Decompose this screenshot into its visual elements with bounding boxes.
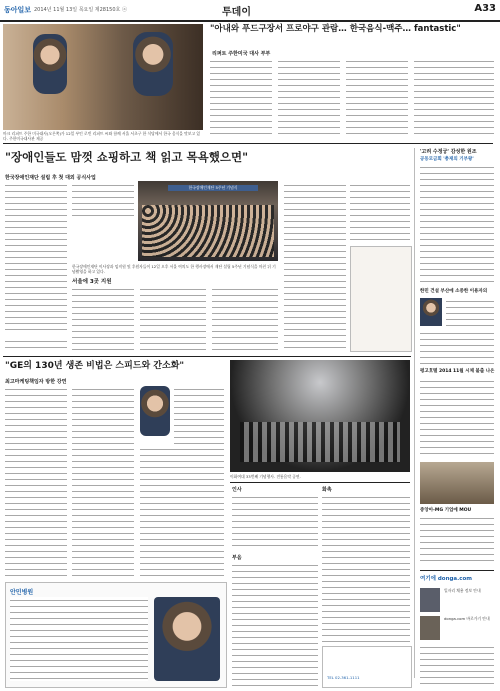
- divider: [3, 143, 493, 144]
- promo-photo: [420, 616, 440, 640]
- right-story-2-body: [420, 330, 494, 364]
- main-article-body: [140, 286, 206, 350]
- announcement-box: [322, 646, 412, 688]
- promo-text: donga.com 바로가기 안내: [444, 616, 490, 621]
- top-article-body: [278, 58, 340, 138]
- main-article-body: [72, 182, 134, 216]
- divider: [3, 356, 411, 357]
- ad-table: [10, 597, 148, 681]
- promo-photo: [420, 588, 440, 612]
- main-article-body: [350, 182, 410, 242]
- advertisement[interactable]: [5, 582, 227, 688]
- right-story-2-headline: 한민 건설 부산에 소중한 이용자의: [420, 289, 488, 294]
- main-article-kicker: 한국장애인재단 설립 후 첫 대외 공식사업: [5, 175, 96, 181]
- col-heading: 화촉: [322, 487, 332, 493]
- main-article-body: [284, 182, 346, 350]
- issue-date: 2014년 11월 13일 목요일 제28150호 ⓐ: [34, 7, 127, 13]
- person-photo: [33, 34, 67, 94]
- person-photo: [140, 386, 170, 436]
- right-story-1-subhead: 공동모금회 '총재의 기부왕': [420, 157, 474, 162]
- wedding-column-body: [322, 494, 410, 642]
- ad-label: 안민병원: [10, 589, 34, 596]
- main-article-caption: 한국장애인재단 이사장과 임직원 및 후원자들이 12일 오후 서울 여의도 한 행사장에서 재단 설립 5주년 기념식을 마친 뒤 기념촬영을 하고 있다.: [72, 264, 276, 274]
- top-article-body: [210, 58, 272, 138]
- reporter-box: [350, 246, 412, 352]
- top-article-body: [346, 58, 408, 138]
- right-story-4-body: [420, 515, 494, 565]
- crowd: [142, 205, 274, 257]
- main-article-body: [212, 286, 278, 350]
- people-column-body: [232, 494, 318, 550]
- right-story-4-photo: [420, 462, 494, 504]
- second-article-headline: "GE의 130년 생존 비법은 스피드와 간소화": [5, 361, 185, 371]
- ad-person-photo: [154, 597, 220, 681]
- donga-promo-box[interactable]: [420, 570, 494, 585]
- top-article-photo: [3, 24, 203, 130]
- main-article-body: [5, 338, 67, 352]
- right-story-3-body: [420, 378, 494, 458]
- second-article-body: [5, 386, 67, 576]
- person-photo: [133, 32, 173, 96]
- main-article-photo: [138, 181, 278, 261]
- right-story-1-body: [420, 164, 494, 282]
- col-heading: 인사: [232, 487, 242, 493]
- divider: [230, 482, 410, 483]
- main-photo-banner: 한국장애인재단 5주년 기념식: [168, 185, 258, 191]
- column-divider: [414, 148, 415, 678]
- promo-text: 일자리 채용 정보 안내: [444, 588, 481, 593]
- top-article-body: [414, 58, 494, 138]
- event-photo-caption: 이화여대 33번째 기념행사. 전통음악 공연.: [230, 474, 301, 479]
- page-header: [0, 0, 500, 22]
- top-article-caption: 마크 리퍼트 주한 미국대사(오른쪽)가 12일 부인 로빈 리퍼트 씨와 함께 서울 서초구 한 식당에서 한국 음식을 맛보고 있다. 주한미국대사관 제공: [3, 131, 201, 141]
- person-photo: [420, 298, 442, 326]
- promo-body: [420, 644, 494, 686]
- main-article-headline: "장애인들도 맘껏 쇼핑하고 책 읽고 목욕했으면": [5, 150, 249, 164]
- main-article-body: [5, 182, 67, 334]
- second-article-body: [174, 386, 224, 446]
- page-number: A33: [474, 3, 496, 14]
- right-story-1-headline: '고려 수정궁' 감성한 원조: [420, 149, 477, 155]
- main-article-body: [72, 286, 134, 350]
- contact-tel: TEL 02-361-1111: [327, 675, 360, 680]
- top-article-headline: "아내와 푸드구장서 프로야구 관람… 한국음식-맥주… fantastic": [210, 24, 461, 34]
- main-article-subhead: 서울에 3곳 지원: [72, 279, 112, 285]
- second-article-kicker: 최고마케팅책임자 방한 강연: [5, 379, 67, 385]
- right-story-3-headline: 평고호텔 2014 11월 시체 불출 나온: [420, 369, 495, 374]
- right-story-2-body: [446, 298, 494, 326]
- section-title: 투데이: [222, 7, 251, 18]
- obituary-column-body: [232, 562, 318, 686]
- right-story-4-headline: 중앙아-MG 기업에 MOU: [420, 508, 472, 513]
- performers: [240, 422, 400, 462]
- top-article-byline: 리퍼트 주한미국 대사 부부: [212, 51, 271, 57]
- col-heading: 부음: [232, 555, 242, 561]
- second-article-body: [140, 446, 224, 576]
- masthead-brand: 동아일보: [4, 6, 32, 14]
- event-photo: [230, 360, 410, 472]
- donga-brand-label: 여기에 donga.com: [420, 576, 472, 582]
- second-article-body: [72, 386, 134, 576]
